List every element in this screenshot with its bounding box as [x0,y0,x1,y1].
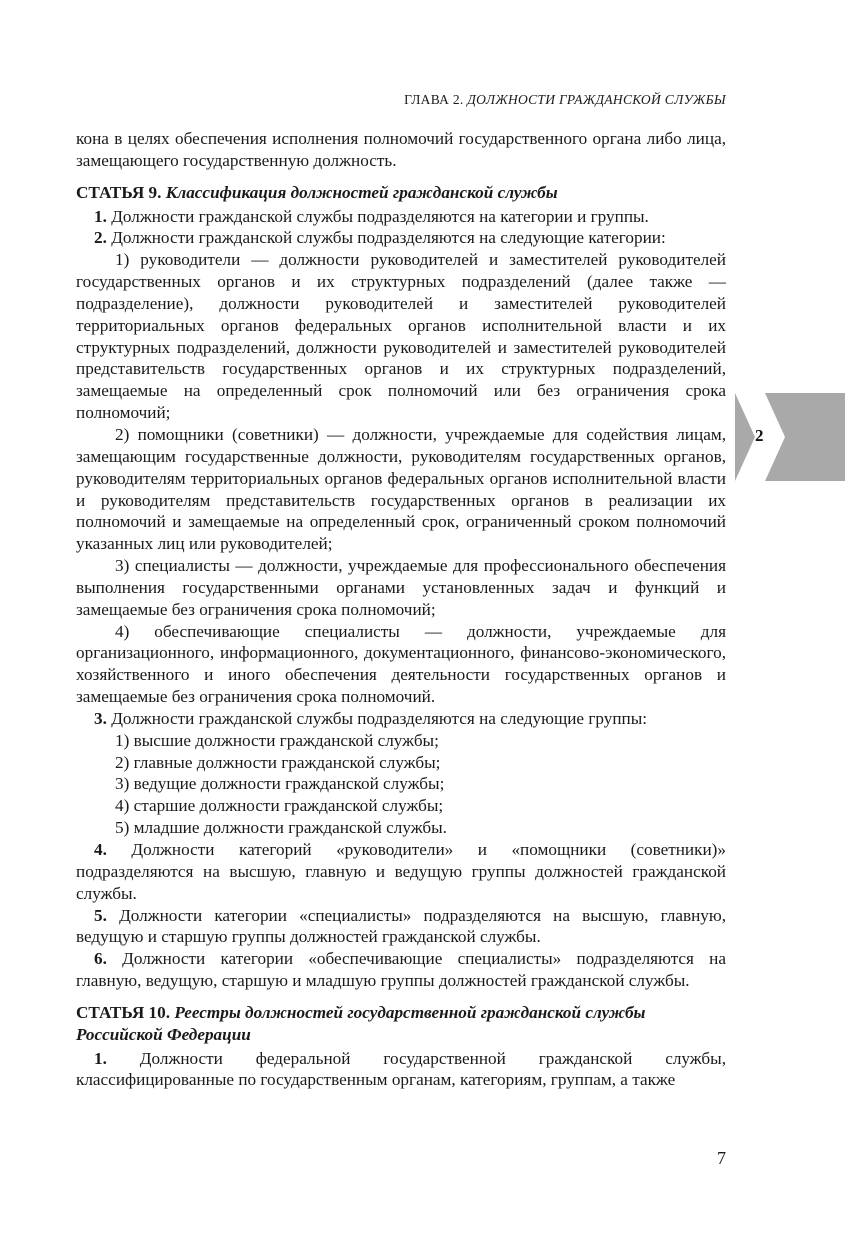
category-4: 4) обеспечивающие специалисты — должности, учреждаемые для организационного, информационного, документационного, финансово-экономического, хозяйственного и иного обеспечения деятельности государственных органов и замещаемые без ограничения срока полномочий. [76,621,726,707]
category-3: 3) специалисты — должности, учреждаемые для профессионального обеспечения выполнения государственными органами установленных задач и функций и замещаемые без ограничения срока полномочий; [76,556,726,619]
page-number: 7 [717,1148,726,1168]
article-9-heading [76,182,726,204]
paragraph-number: 1. [94,1048,107,1068]
running-head-title: ДОЛЖНОСТИ ГРАЖДАНСКОЙ СЛУЖБЫ [467,92,726,107]
paragraph-text: Должности категории «специалисты» подразделяются на высшую, главную, ведущую и старшую группы должностей гражданской службы. [76,905,727,947]
groups-list [76,730,726,839]
paragraph-text: Должности гражданской службы подразделяются на следующие категории: [111,228,666,248]
running-head-chapter: ГЛАВА 2. [404,92,464,107]
paragraph-text: Должности гражданской службы подразделяются на следующие группы: [111,708,648,728]
paragraph-text: Должности категории «обеспечивающие специалисты» подразделяются на главную, ведущую, старшую и младшую группы должностей гражданской службы. [76,949,726,991]
paragraph-text: Должности гражданской службы подразделяются на категории и группы. [111,206,649,226]
category-2: 2) помощники (советники) — должности, учреждаемые для содействия лицам, замещающим государственные должности, руководителям государственных органов, руководителям территориальных органов федеральных органов исполнительной власти и руководителям представительств государственных органов в реализации их полномочий и замещаемые на определенный срок, ограниченный сроком полномочий указанных лиц или руководителей; [76,424,726,554]
article-9-label: СТАТЬЯ 9. [76,182,162,202]
paragraph-text: Должности федеральной государственной гражданской службы, классифицированные по государственным органам, категориям, группам, а также [76,1048,727,1090]
article-10-title: Реестры должностей государственной гражданской службы Российской Федерации [76,1002,646,1044]
article-9-paragraph-4 [76,839,726,905]
paragraph-number: 5. [94,905,107,925]
paragraph-number: 3. [94,708,107,728]
paragraph-number: 2. [94,228,107,248]
list-item: 2) главные должности гражданской службы; [115,752,441,772]
list-item: 4) старшие должности гражданской службы; [115,796,444,816]
chapter-tab-number: 2 [755,426,764,445]
article-9-paragraph-6 [76,948,726,992]
article-10-paragraph-1 [76,1048,726,1092]
article-10-heading [76,1002,726,1046]
intro-paragraph: кона в целях обеспечения исполнения полномочий государственного органа либо лица, замещающего государственную должность. [76,129,726,170]
running-head [404,92,726,108]
article-9-title: Классификация должностей гражданской службы [165,182,558,202]
list-item: 5) младшие должности гражданской службы. [115,818,447,838]
category-1: 1) руководители — должности руководителей и заместителей руководителей государственных органов и их структурных подразделений (далее также — подразделение), должности руководителей и заместителей руководителей территориальных органов федеральных органов исполнительной власти и их структурных подразделений, должности руководителей и заместителей руководителей представительств государственных органов и их структурных подразделений, замещаемые на определенный срок полномочий или без ограничения срока полномочий; [76,250,726,423]
paragraph-text: Должности категорий «руководители» и «помощники (советники)» подразделяются на высшую, главную и ведущую группы должностей гражданской службы. [76,840,726,903]
list-item: 1) высшие должности гражданской службы; [115,730,439,750]
article-9-paragraph-1 [76,206,726,228]
paragraph-number: 6. [94,949,107,969]
main-text [76,128,726,1091]
article-9-paragraph-2 [76,227,726,249]
paragraph-number: 4. [94,840,107,859]
paragraph-number: 1. [94,206,107,226]
chapter-thumb-tab [735,393,845,481]
article-9-paragraph-3 [76,708,726,730]
article-9-paragraph-5 [76,905,726,949]
article-10-label: СТАТЬЯ 10. [76,1002,171,1022]
list-item: 3) ведущие должности гражданской службы; [115,774,445,794]
